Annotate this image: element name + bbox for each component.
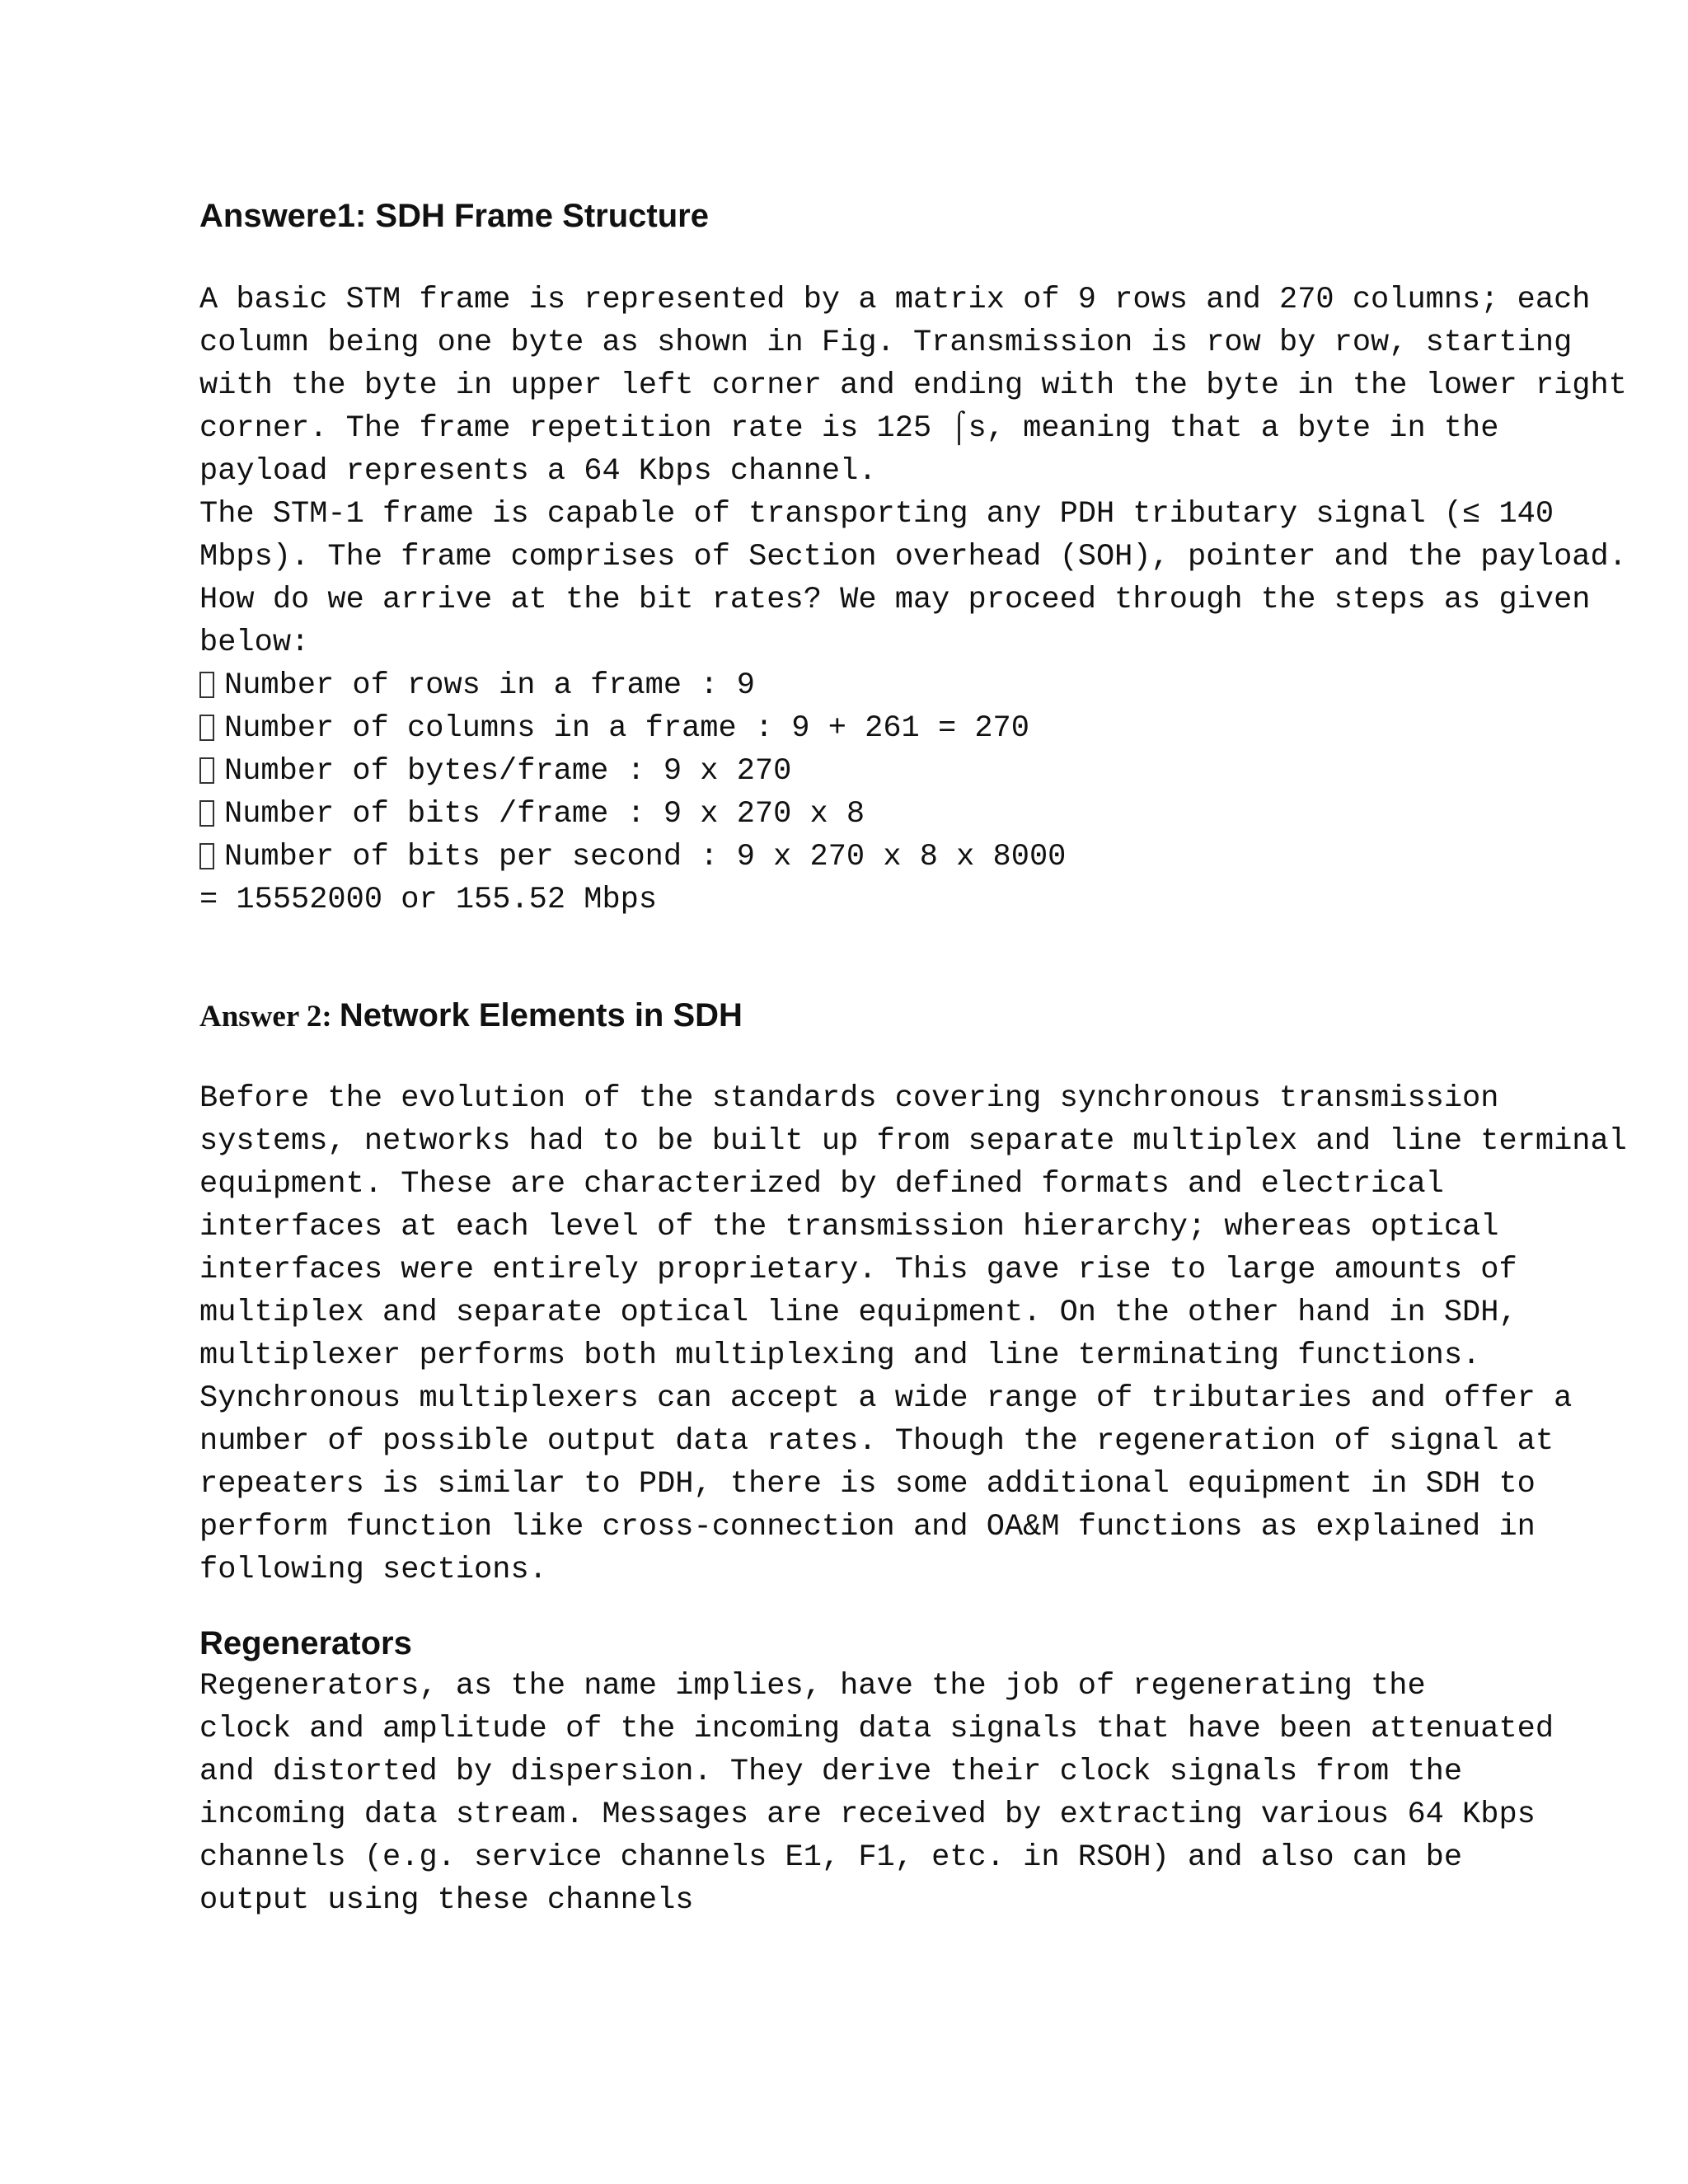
paragraph-line: Synchronous multiplexers can accept a wide range of tributaries and offer a bbox=[199, 1381, 1573, 1416]
section2-paragraph bbox=[199, 1077, 1627, 1591]
paragraph-line: interfaces at each level of the transmission hierarchy; whereas optical bbox=[199, 1210, 1499, 1244]
bullet-text: Number of bytes/frame : 9 x 270 bbox=[224, 754, 792, 789]
paragraph-line: number of possible output data rates. Though the regeneration of signal at bbox=[199, 1424, 1554, 1459]
bullet-item bbox=[199, 750, 1518, 793]
paragraph-line: The STM-1 frame is capable of transporting any PDH tributary signal (≤ 140 bbox=[199, 497, 1554, 532]
paragraph-line: multiplex and separate optical line equipment. On the other hand in SDH, bbox=[199, 1296, 1517, 1330]
paragraph-line: payload represents a 64 Kbps channel. bbox=[199, 454, 877, 489]
paragraph-line: repeaters is similar to PDH, there is some additional equipment in SDH to bbox=[199, 1467, 1536, 1502]
paragraph-line: incoming data stream. Messages are received by extracting various 64 Kbps bbox=[199, 1797, 1536, 1832]
paragraph-line: equipment. These are characterized by defined formats and electrical bbox=[199, 1167, 1444, 1202]
paragraph-line: A basic STM frame is represented by a matrix of 9 rows and 270 columns; each bbox=[199, 283, 1591, 317]
result-line: = 15552000 or 155.52 Mbps bbox=[199, 883, 658, 917]
bullet-box-icon bbox=[199, 715, 214, 741]
bullet-text: Number of bits /frame : 9 x 270 x 8 bbox=[224, 797, 865, 832]
paragraph-line: corner. The frame repetition rate is 125 ⌠s, meaning that a byte in the bbox=[199, 411, 1499, 446]
paragraph-line: How do we arrive at the bit rates? We may proceed through the steps as given bbox=[199, 583, 1591, 617]
section1-paragraph bbox=[199, 279, 1627, 921]
bullet-item bbox=[199, 836, 1518, 879]
bullet-box-icon bbox=[199, 800, 214, 827]
section3-heading: Regenerators bbox=[199, 1625, 412, 1661]
paragraph-line: with the byte in upper left corner and ending with the byte in the lower right bbox=[199, 368, 1627, 403]
paragraph-line: below: bbox=[199, 626, 310, 660]
section3-paragraph bbox=[199, 1665, 1554, 1922]
paragraph-line: output using these channels bbox=[199, 1883, 694, 1918]
paragraph-line: systems, networks had to be built up from separate multiplex and line terminal bbox=[199, 1124, 1627, 1159]
paragraph-line: channels (e.g. service channels E1, F1, etc. in RSOH) and also can be bbox=[199, 1840, 1463, 1875]
section2-heading-title: Network Elements in SDH bbox=[339, 997, 743, 1033]
paragraph-line: Before the evolution of the standards covering synchronous transmission bbox=[199, 1081, 1499, 1116]
bullet-item bbox=[199, 707, 1518, 750]
bullet-box-icon bbox=[199, 672, 214, 698]
paragraph-line: Mbps). The frame comprises of Section overhead (SOH), pointer and the payload. bbox=[199, 540, 1627, 574]
section2-heading-prefix: Answer 2: bbox=[199, 1000, 340, 1033]
paragraph-line: multiplexer performs both multiplexing and line terminating functions. bbox=[199, 1338, 1481, 1373]
paragraph-line: interfaces were entirely proprietary. This gave rise to large amounts of bbox=[199, 1253, 1517, 1287]
bullet-item bbox=[199, 793, 1518, 836]
section2-heading bbox=[199, 994, 743, 1042]
bullet-box-icon bbox=[199, 843, 214, 869]
bullet-text: Number of columns in a frame : 9 + 261 = 270 bbox=[224, 711, 1029, 746]
bullet-box-icon bbox=[199, 757, 214, 784]
section1-heading: Answere1: SDH Frame Structure bbox=[199, 198, 709, 234]
paragraph-line: column being one byte as shown in Fig. Transmission is row by row, starting bbox=[199, 326, 1573, 360]
paragraph-line: perform function like cross-connection and OA&M functions as explained in bbox=[199, 1510, 1536, 1544]
paragraph-line: following sections. bbox=[199, 1553, 547, 1587]
paragraph-line: Regenerators, as the name implies, have the job of regenerating the bbox=[199, 1669, 1426, 1704]
paragraph-line: and distorted by dispersion. They derive their clock signals from the bbox=[199, 1755, 1463, 1789]
paragraph-line: clock and amplitude of the incoming data signals that have been attenuated bbox=[199, 1712, 1554, 1746]
bullet-text: Number of rows in a frame : 9 bbox=[224, 668, 755, 703]
bullet-text: Number of bits per second : 9 x 270 x 8 x 8000 bbox=[224, 840, 1067, 874]
bullet-item bbox=[199, 664, 1518, 707]
